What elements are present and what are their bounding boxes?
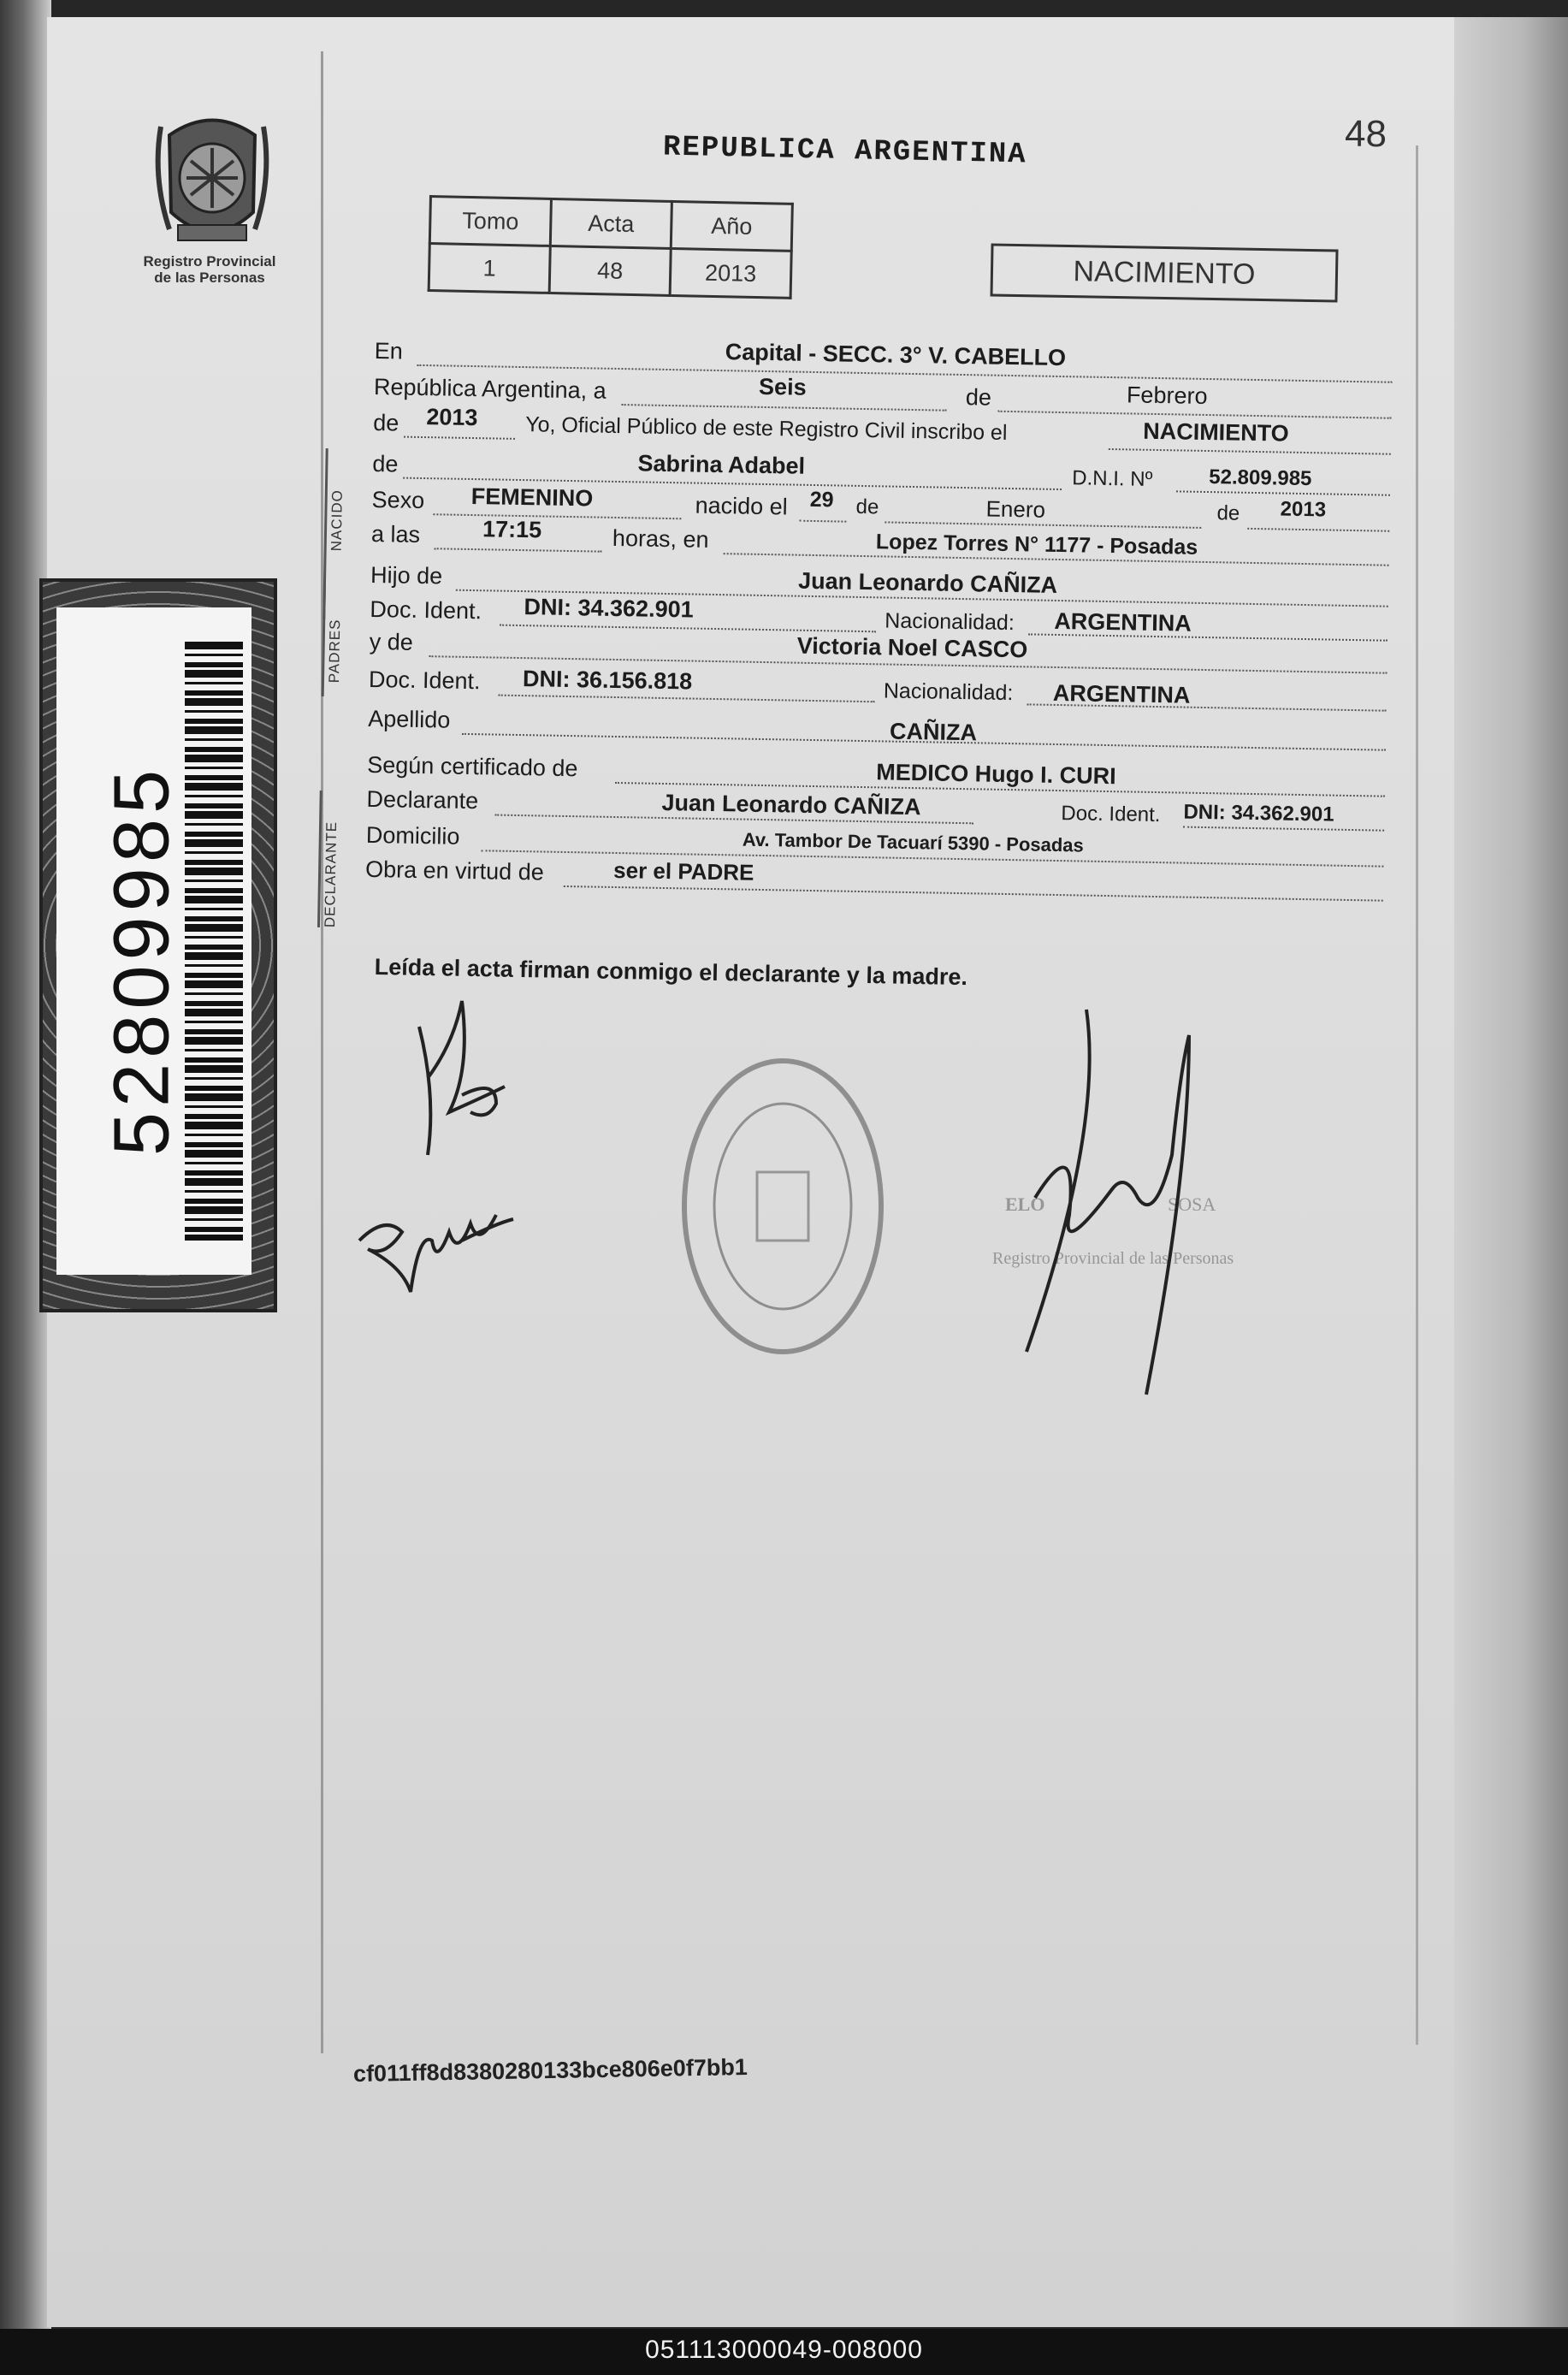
label-de: de: [965, 384, 992, 411]
label-declarante-doc: Doc. Ident.: [1061, 802, 1161, 827]
closing-statement: Leída el acta firman conmigo el declarante y la madre.: [374, 954, 968, 991]
label-domicilio: Domicilio: [365, 821, 460, 850]
registry-header-tomo: Tomo: [429, 197, 551, 246]
label-de-year: de: [373, 409, 399, 436]
label-de-birth: de: [855, 495, 879, 519]
label-obra: Obra en virtud de: [364, 856, 545, 885]
label-apellido: Apellido: [367, 705, 451, 733]
section-label-nacido: NACIDO: [328, 489, 346, 552]
value-birth-month: Enero: [985, 495, 1046, 523]
barcode-number: 52809985: [98, 764, 186, 1157]
registry-table: [428, 195, 794, 299]
label-mother-nationality: Nacionalidad:: [883, 678, 1014, 706]
label-nacido: nacido el: [695, 492, 788, 520]
barcode-label: [39, 578, 277, 1312]
value-birth-day: 29: [809, 487, 834, 512]
value-father-doc: DNI: 34.362.901: [524, 594, 694, 623]
signature-official-icon: [975, 1001, 1232, 1403]
value-dni: 52.809.985: [1209, 465, 1312, 491]
value-obra: ser el PADRE: [612, 856, 754, 885]
registry-header-ano: Año: [671, 201, 792, 251]
value-birth-year: 2013: [1280, 497, 1327, 522]
registry-value-acta: 48: [549, 246, 671, 295]
value-time: 17:15: [482, 516, 542, 543]
emblem-caption: [120, 253, 299, 286]
label-mother-doc: Doc. Ident.: [368, 666, 481, 695]
label-de-name: de: [372, 450, 399, 477]
value-day: Seis: [758, 373, 807, 400]
label-certificado: Según certificado de: [367, 751, 578, 782]
value-domicilio: Av. Tambor De Tacuarí 5390 - Posadas: [742, 828, 1085, 856]
value-mother: Victoria Noel CASCO: [796, 632, 1028, 663]
value-apellido: CAÑIZA: [889, 718, 978, 746]
registry-value-tomo: 1: [429, 244, 550, 293]
value-declarante-doc: DNI: 34.362.901: [1183, 800, 1334, 826]
label-father-doc: Doc. Ident.: [370, 595, 482, 625]
provincial-emblem-icon: [144, 101, 281, 251]
label-de-birth-year: de: [1216, 501, 1240, 525]
section-label-padres: PADRES: [325, 619, 344, 684]
value-father: Juan Leonardo CAÑIZA: [797, 567, 1058, 598]
label-republica: República Argentina, a: [373, 373, 606, 404]
label-father-nationality: Nacionalidad:: [885, 608, 1015, 636]
document-title: REPUBLICA ARGENTINA: [662, 131, 1028, 172]
registry-value-row: [429, 244, 791, 299]
registry-header-acta: Acta: [550, 198, 672, 248]
label-declarante: Declarante: [366, 785, 479, 814]
document-hash: cf011ff8d8380280133bce806e0f7bb1: [352, 2053, 748, 2088]
barcode-icon: [185, 642, 243, 1241]
value-mother-nationality: ARGENTINA: [1052, 679, 1191, 708]
label-alas: a las: [370, 520, 421, 548]
value-name: Sabrina Adabel: [637, 450, 806, 479]
value-sexo: FEMENINO: [470, 483, 594, 512]
stamp-line1: ELO: [1005, 1193, 1045, 1215]
barcode-panel: [56, 607, 251, 1275]
value-certificado: MEDICO Hugo I. CURI: [875, 759, 1116, 790]
oficial-text: Yo, Oficial Público de este Registro Civil inscribo el: [525, 412, 1008, 445]
value-mother-doc: DNI: 36.156.818: [522, 666, 693, 695]
registry-header-row: [429, 197, 792, 252]
label-hijo: Hijo de: [370, 561, 443, 589]
stamp-line3: Registro Provincial de las Personas: [992, 1249, 1234, 1268]
registry-value-ano: 2013: [670, 248, 791, 298]
label-horas: horas, en: [612, 524, 709, 553]
value-month: Febrero: [1126, 382, 1208, 409]
value-place: Lopez Torres N° 1177 - Posadas: [875, 530, 1198, 560]
label-sexo: Sexo: [371, 486, 425, 514]
value-year: 2013: [426, 404, 478, 431]
record-type-box: NACIMIENTO: [990, 243, 1338, 302]
value-act: NACIMIENTO: [1142, 418, 1289, 447]
emblem-caption-line2: de las Personas: [154, 269, 265, 286]
footer-image-id: 051113000049-008000: [645, 2336, 923, 2364]
stamp-line2: SOSA: [1168, 1193, 1216, 1215]
label-yde: y de: [369, 628, 414, 655]
emblem-caption-line1: Registro Provincial: [143, 253, 276, 269]
value-declarante: Juan Leonardo CAÑIZA: [661, 789, 921, 820]
margin-line-right: [1416, 145, 1418, 2045]
margin-line: [321, 51, 323, 2053]
value-en: Capital - SECC. 3° V. CABELLO: [725, 339, 1067, 371]
signature-declarante-icon: [402, 992, 522, 1164]
page-right-shade: [1454, 17, 1568, 2327]
signature-mother-icon: [351, 1181, 522, 1300]
value-father-nationality: ARGENTINA: [1054, 607, 1192, 637]
label-dni: D.N.I. Nº: [1072, 466, 1153, 491]
section-label-declarante: DECLARANTE: [321, 820, 340, 928]
page-number: 48: [1345, 113, 1387, 155]
label-en: En: [374, 338, 404, 364]
official-seal-icon: [676, 1052, 890, 1360]
